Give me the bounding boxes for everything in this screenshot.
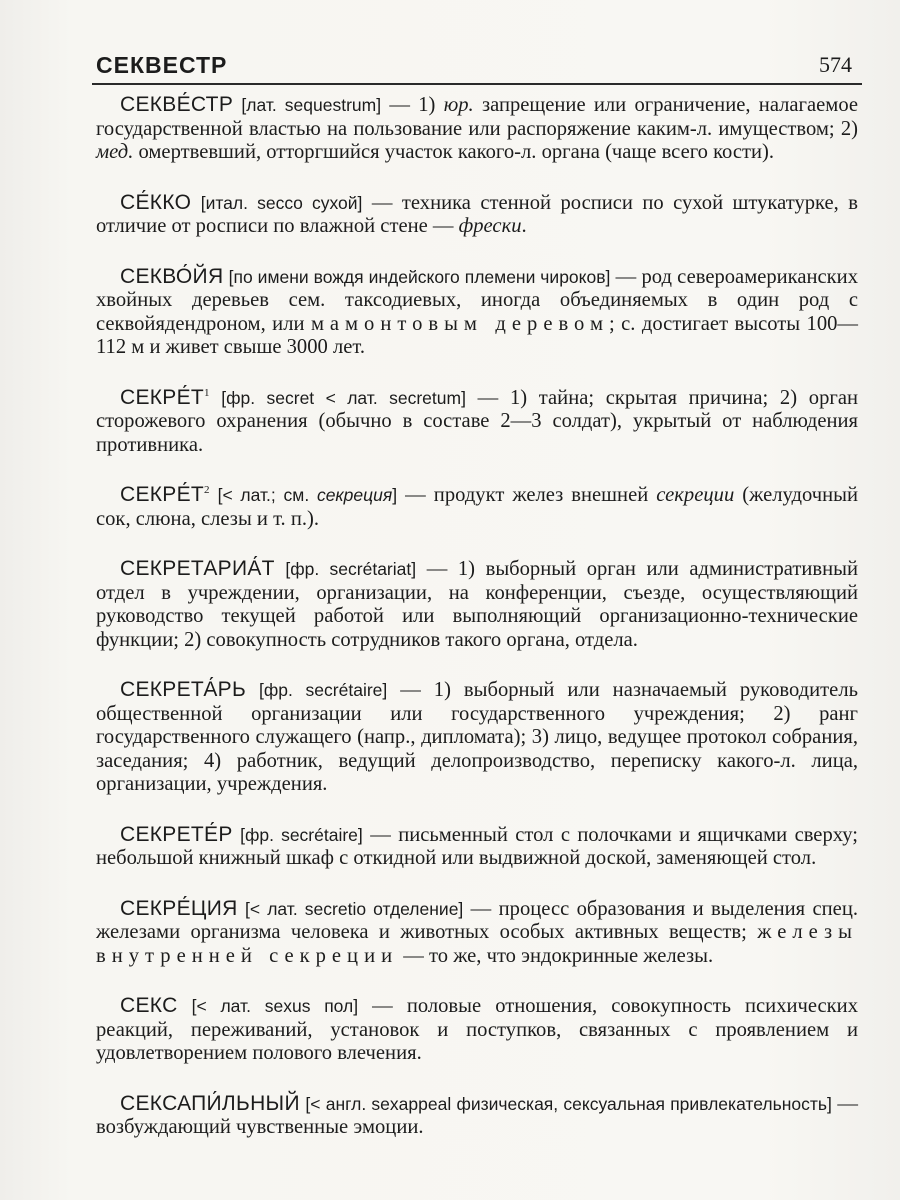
entry-definition: — процесс образования и выделения спец. железами организма человека и животных особых активных веществ;	[96, 897, 858, 943]
entry-etymology: [фр. secrétaire]	[259, 680, 388, 700]
entry-definition: — то же, что эндокринные железы.	[398, 944, 714, 967]
entry-definition: — род североамериканских хвойных деревьев сем. таксодиевых, иногда объединяемых в один род с секвойядендроном, или	[96, 265, 859, 335]
entry-sekretariat	[96, 557, 858, 652]
entry-headword: СЕКРЕТАРИА́Т	[120, 557, 275, 580]
entry-definition: (желудочный сок, слюна, слезы и т. п.).	[96, 484, 858, 530]
entry-etymology: [по имени вождя индейского племени чироков]	[228, 266, 611, 287]
entry-sekret-2	[96, 483, 858, 531]
entry-definition: ; с. достигает высоты 100—112 м и живет свыше 3000 лет.	[96, 312, 859, 358]
entry-definition: запрещение или ограничение, налагаемое государственной властью на пользование или распоряжение каким-л. имуществом; 2)	[96, 94, 859, 140]
entry-headword: СЕКВО́ЙЯ	[120, 264, 224, 288]
entry-etymology: [фр. secrétaire]	[240, 824, 363, 845]
entry-headword: СЕКРЕТЕ́Р	[120, 822, 233, 846]
entry-seksapilny	[96, 1092, 858, 1140]
entry-definition: — 1)	[381, 94, 444, 116]
entry-headword: СЕКВЕ́СТР	[120, 93, 234, 116]
entry-seks	[96, 994, 858, 1066]
homonym-number: 2	[204, 484, 210, 497]
running-head-word: СЕКВЕСТР	[96, 52, 228, 78]
usage-label: юр.	[443, 94, 474, 116]
entry-definition: омертвевший, отторгшийся участок какого-л. органа (чаще всего кости).	[133, 141, 775, 163]
entry-headword: СЕКСАПИ́ЛЬНЫЙ	[120, 1091, 300, 1115]
cross-reference: фрески	[458, 215, 522, 237]
entry-etymology: [< англ. sexappeal физическая, сексуальная привлекательность]	[305, 1093, 832, 1114]
entry-sekretsiya	[96, 897, 858, 969]
entry-headword: СЕКРЕ́Т	[120, 385, 205, 409]
usage-label: мед.	[96, 141, 134, 163]
entry-definition: — 1) тайна; скрытая причина; 2) орган сторожевого охранения (обычно в составе 2—3 солдат), укрытый от наблюдения противника.	[96, 386, 858, 456]
entry-definition: .	[521, 215, 527, 237]
entry-headword: СЕКРЕТА́РЬ	[120, 678, 247, 701]
entry-headword: СЕКРЕ́ЦИЯ	[120, 896, 238, 920]
page-number: 574	[819, 52, 852, 77]
homonym-number: 1	[204, 386, 210, 399]
entry-definition: — 1) выборный орган или административный отдел в учреждении, организации, на конференции, съезде, осуществляющий руководство текущей работой или выполняющий организационно-технические функции; 2) совокупность сотрудников такого органа, отдела.	[96, 558, 858, 651]
entry-etymology: [итал. secco сухой]	[200, 192, 363, 213]
etymology-text: [< лат.; см.	[217, 485, 317, 505]
entry-definition: — 1) выборный или назначаемый руководитель общественной организации или государственного учреждения; 2) ранг государственного служащего (напр., дипломата); 3) лицо, ведущее протокол собрания, заседания; 4) работник, ведущий делопроизводство, переписку какого-л. лица, организации, учреждения.	[96, 679, 858, 795]
cross-reference: секреции	[656, 484, 735, 506]
entry-sekretar	[96, 678, 858, 797]
entry-sekko	[96, 191, 858, 239]
running-head	[96, 48, 858, 84]
entry-etymology: [фр. secret < лат. secretum]	[221, 387, 466, 408]
entry-etymology	[218, 485, 398, 505]
entry-headword: СЕ́ККО	[120, 190, 192, 214]
entry-headword: СЕКРЕ́Т	[120, 483, 205, 506]
entry-definition: — продукт желез внешней	[397, 484, 657, 506]
etymology-text: ]	[392, 485, 398, 505]
header-rule	[92, 83, 862, 85]
entry-definition: — возбуждающий чувственные эмоции.	[96, 1092, 858, 1138]
entry-headword: СЕКС	[120, 994, 178, 1017]
entry-definition: — техника стенной росписи по сухой штукатурке, в отличие от росписи по влажной стене —	[96, 191, 858, 237]
entry-definition: — половые отношения, совокупность психических реакций, переживаний, установок и поступков, связанных с проявлением и удовлетворением полового влечения.	[96, 995, 858, 1064]
entry-etymology: [< лат. sexus пол]	[191, 996, 359, 1016]
entry-sekvoyya	[96, 265, 858, 360]
entry-etymology: [< лат. secretio отделение]	[245, 898, 464, 919]
spaced-term: мамонтовым деревом	[310, 312, 609, 335]
spaced-term: железы внутренней секреции	[96, 921, 858, 967]
entry-definition: — письменный стол с полочками и ящичками сверху; небольшой книжный шкаф с откидной или выдвижной доской, заменяющей стол.	[96, 823, 859, 869]
entry-etymology: [фр. secrétariat]	[285, 559, 417, 579]
entry-sekvestr	[96, 93, 858, 165]
entry-sekret-1	[96, 386, 858, 458]
entry-etymology: [лат. sequestrum]	[241, 95, 382, 115]
etymology-reference: секреция	[316, 485, 393, 505]
entry-sekreter	[96, 823, 858, 871]
entry-list	[96, 93, 858, 1166]
